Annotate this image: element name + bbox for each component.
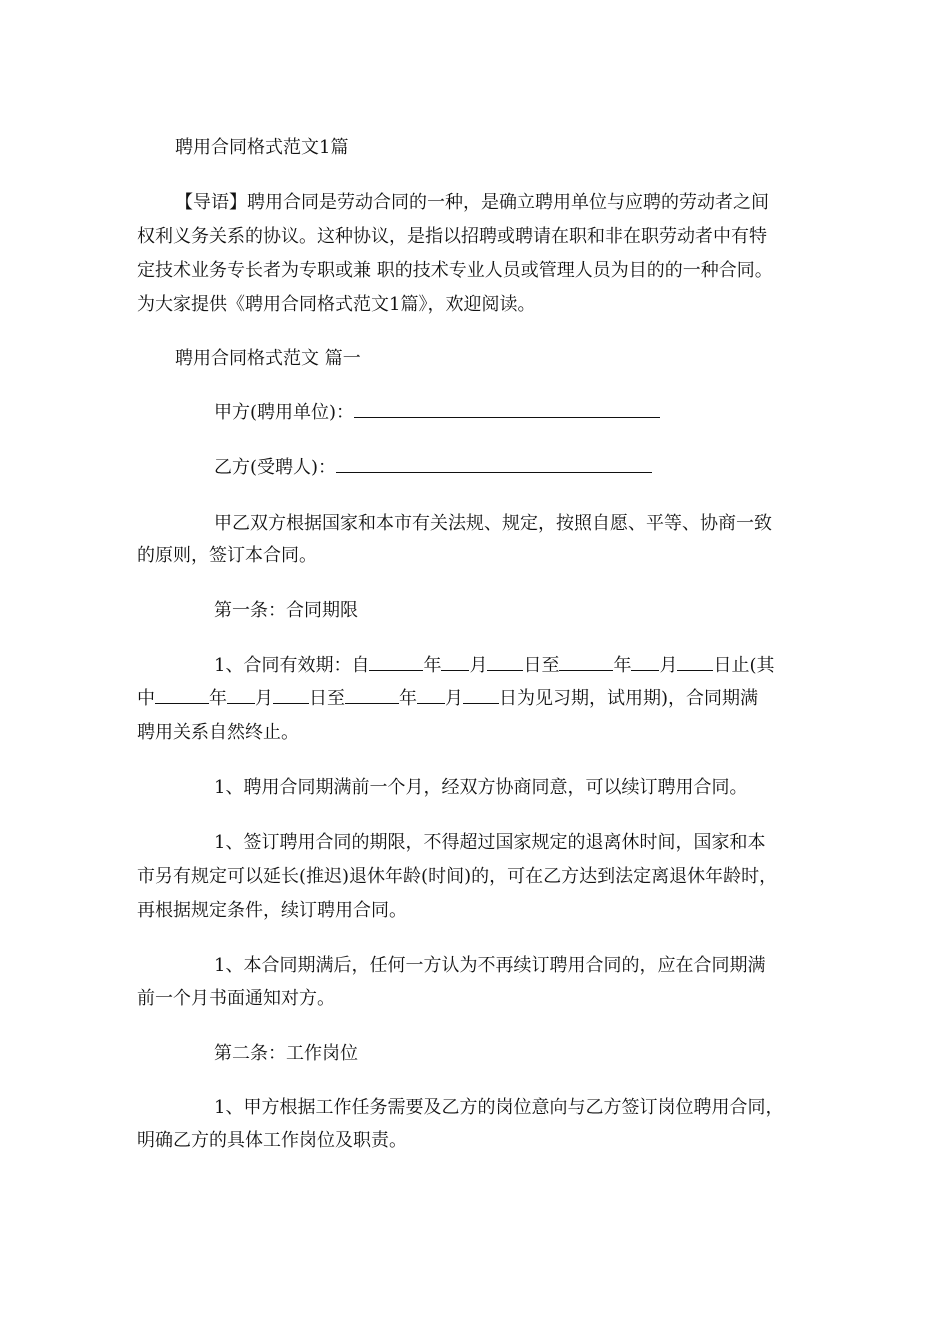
blank-line [369,652,423,671]
text-segment: 日至 [309,688,345,709]
party-b-blank [336,454,652,473]
text-segment: 日为见习期，试用期)，合同期满 [499,688,759,709]
article1-p3-line-3: 再根据规定条件，续订聘用合同。 [137,900,407,921]
article1-p1-line-1 [214,652,774,680]
text-segment: 年 [613,655,632,676]
text-segment: 日止(其 [713,655,775,676]
blank-line [273,685,309,704]
text-segment: 月 [659,655,678,676]
article1-heading: 第一条：合同期限 [214,600,358,621]
blank-line [677,652,713,671]
text-segment: 1、合同有效期：自 [214,655,370,676]
text-segment: 月 [255,688,273,709]
blank-line [227,685,255,704]
party-a-row [214,399,660,427]
article2-p1-line-2: 明确乙方的具体工作岗位及职责。 [137,1130,407,1151]
article1-p3-line-1: 1、签订聘用合同的期限，不得超过国家规定的退离休时间，国家和本 [214,832,766,853]
intro-line-4: 为大家提供《聘用合同格式范文1篇》，欢迎阅读。 [137,294,536,315]
article1-p1-line-2 [137,685,758,713]
text-segment: 中 [137,688,155,709]
article1-p2: 1、聘用合同期满前一个月，经双方协商同意，可以续订聘用合同。 [214,777,748,798]
article2-heading: 第二条：工作岗位 [214,1043,358,1064]
party-a-blank [354,399,660,418]
blank-line [487,652,523,671]
text-segment: 年 [209,688,227,709]
article1-p4-line-2: 前一个月书面通知对方。 [137,988,335,1009]
article1-p3-line-2: 市另有规定可以延长(推迟)退休年龄(时间)的，可在乙方达到法定离退休年龄时， [137,866,778,887]
article1-p1-line-3: 聘用关系自然终止。 [137,722,299,743]
blank-line [441,652,469,671]
party-b-label: 乙方(受聘人)： [214,457,337,478]
preamble-line-2: 的原则，签订本合同。 [137,545,317,566]
article1-p4-line-1: 1、本合同期满后，任何一方认为不再续订聘用合同的，应在合同期满 [214,955,766,976]
text-segment: 年 [423,655,442,676]
text-segment: 月 [445,688,463,709]
blank-line [155,685,209,704]
text-segment: 月 [469,655,488,676]
section-title: 聘用合同格式范文 篇一 [175,348,361,369]
party-b-row [214,454,652,482]
article2-p1-line-1: 1、甲方根据工作任务需要及乙方的岗位意向与乙方签订岗位聘用合同， [214,1097,784,1118]
preamble-line-1: 甲乙双方根据国家和本市有关法规、规定，按照自愿、平等、协商一致 [214,513,772,534]
intro-line-2: 权利义务关系的协议。这种协议，是指以招聘或聘请在职和非在职劳动者中有特 [137,226,767,247]
intro-line-3: 定技术业务专长者为专职或兼 职的技术专业人员或管理人员为目的的一种合同。 [137,260,773,281]
blank-line [345,685,399,704]
blank-line [463,685,499,704]
blank-line [417,685,445,704]
intro-line-1: 【导语】聘用合同是劳动合同的一种，是确立聘用单位与应聘的劳动者之间 [175,192,769,213]
text-segment: 年 [399,688,417,709]
blank-line [559,652,613,671]
document-title: 聘用合同格式范文1篇 [175,137,349,158]
party-a-label: 甲方(聘用单位)： [214,402,355,423]
text-segment: 日至 [523,655,560,676]
blank-line [631,652,659,671]
